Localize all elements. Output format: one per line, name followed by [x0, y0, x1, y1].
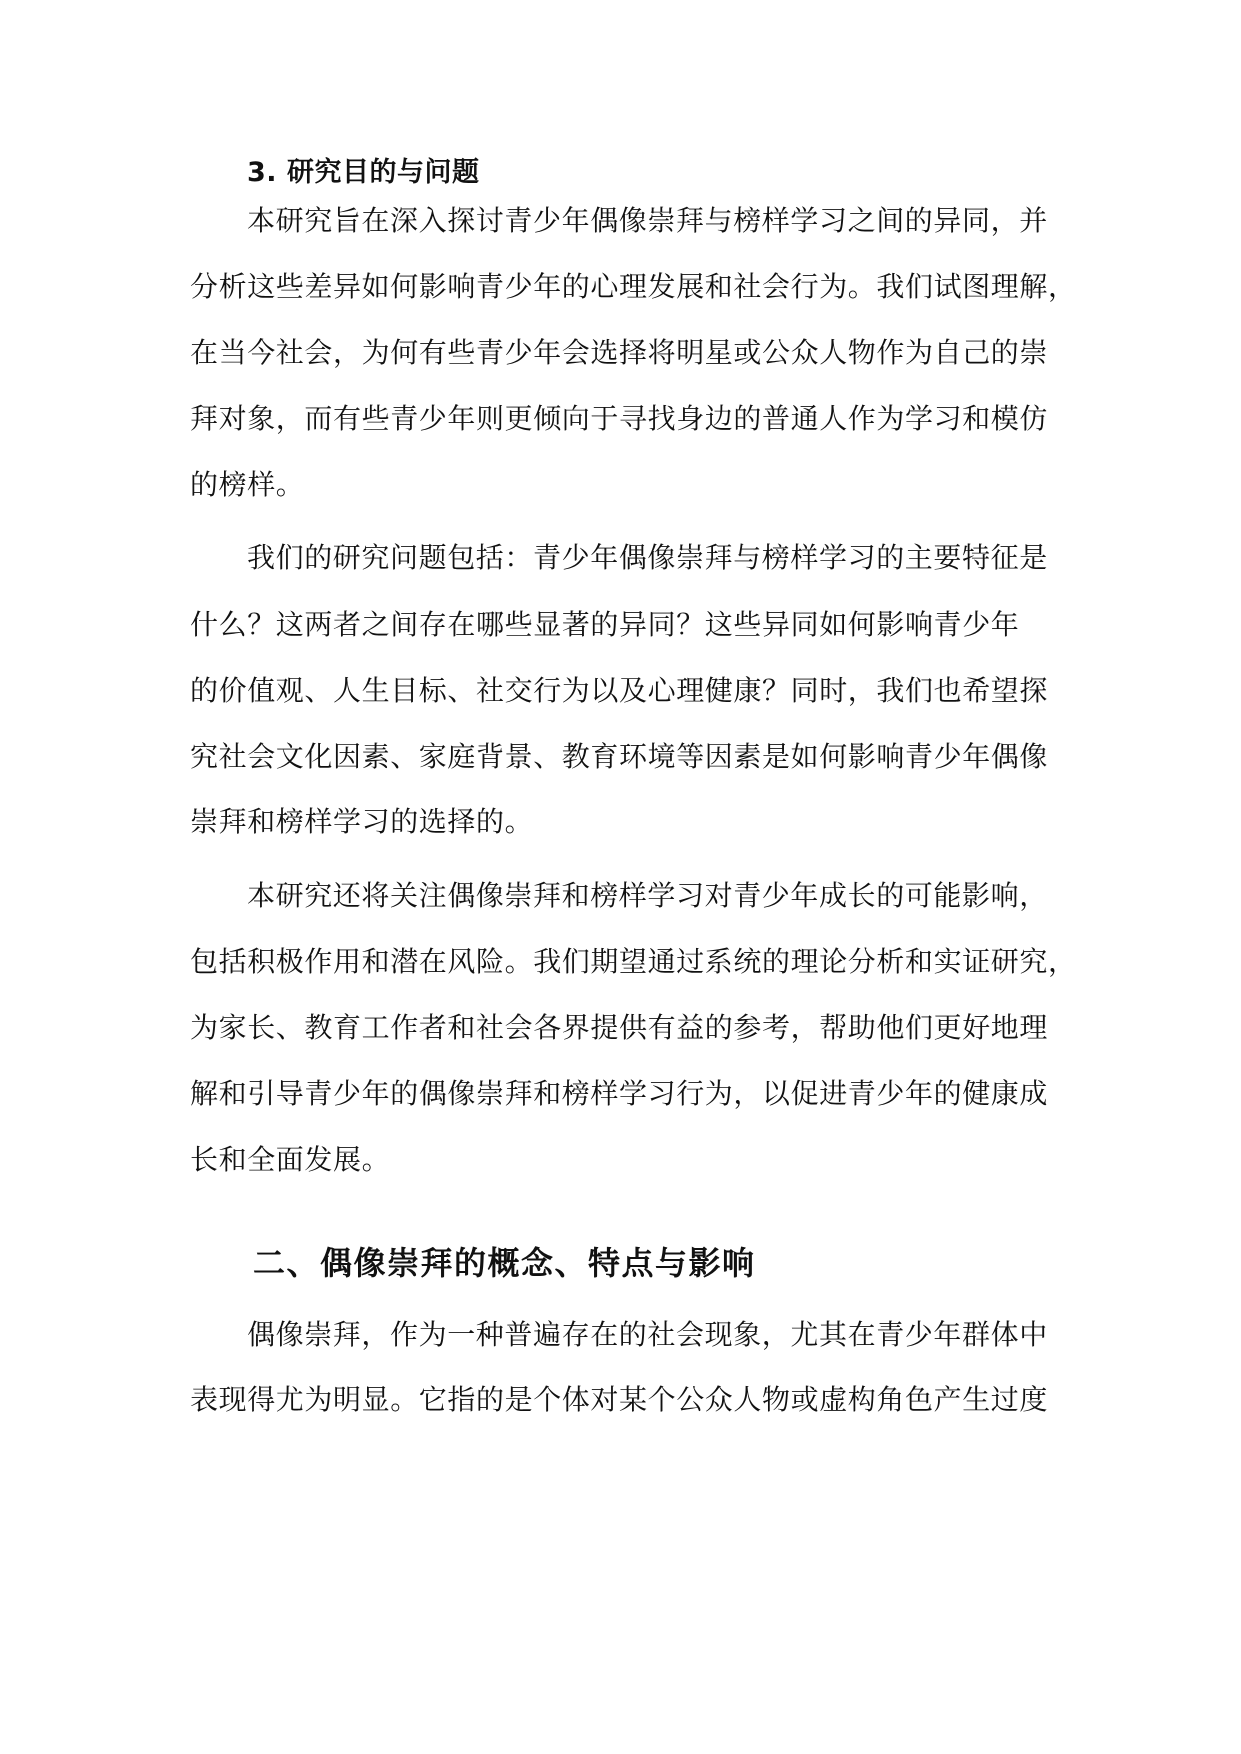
paragraph-line: 本研究还将关注偶像崇拜和榜样学习对青少年成长的可能影响，: [247, 879, 1048, 912]
paragraph-line: 崇拜和榜样学习的选择的。: [190, 805, 534, 838]
chapter-heading: 二、偶像崇拜的概念、特点与影响: [253, 1244, 756, 1282]
paragraph-line: 表现得尤为明显。它指的是个体对某个公众人物或虚构角色产生过度: [190, 1383, 1049, 1416]
paragraph-line: 偶像崇拜，作为一种普遍存在的社会现象，尤其在青少年群体中: [247, 1318, 1048, 1351]
paragraph-line: 的价值观、人生目标、社交行为以及心理健康？同时，我们也希望探: [190, 674, 1049, 707]
section-heading: 3. 研究目的与问题: [247, 157, 480, 188]
paragraph-line: 本研究旨在深入探讨青少年偶像崇拜与榜样学习之间的异同，并: [247, 204, 1048, 237]
paragraph-line: 究社会文化因素、家庭背景、教育环境等因素是如何影响青少年偶像: [190, 740, 1049, 773]
paragraph-line: 长和全面发展。: [190, 1143, 391, 1176]
paragraph-line: 包括积极作用和潜在风险。我们期望通过系统的理论分析和实证研究，: [190, 945, 1077, 978]
paragraph-line: 分析这些差异如何影响青少年的心理发展和社会行为。我们试图理解，: [190, 270, 1077, 303]
paragraph-line: 什么？这两者之间存在哪些显著的异同？这些异同如何影响青少年: [190, 608, 1020, 641]
paragraph-line: 在当今社会，为何有些青少年会选择将明星或公众人物作为自己的崇: [190, 336, 1049, 369]
paragraph-line: 拜对象，而有些青少年则更倾向于寻找身边的普通人作为学习和模仿: [190, 402, 1049, 435]
paragraph-line: 解和引导青少年的偶像崇拜和榜样学习行为，以促进青少年的健康成: [190, 1077, 1049, 1110]
paragraph-line: 为家长、教育工作者和社会各界提供有益的参考，帮助他们更好地理: [190, 1011, 1049, 1044]
paragraph-line: 我们的研究问题包括：青少年偶像崇拜与榜样学习的主要特征是: [247, 541, 1048, 574]
paragraph-line: 的榜样。: [190, 468, 305, 501]
